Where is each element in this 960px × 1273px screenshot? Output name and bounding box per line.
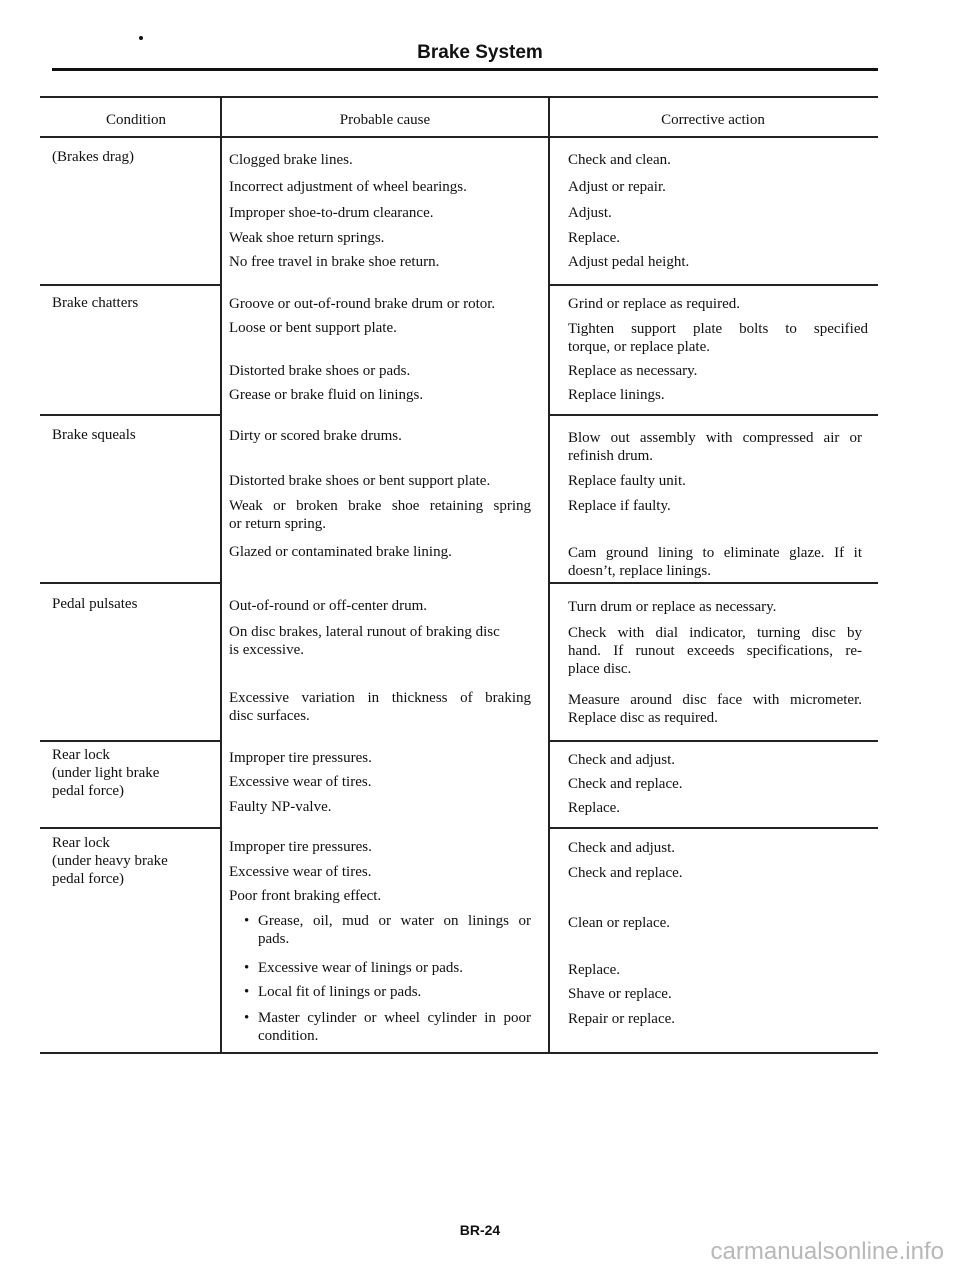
action-cell: Check and adjust. bbox=[568, 840, 676, 856]
header-rule bbox=[52, 68, 878, 71]
action-cell: Replace. bbox=[568, 230, 621, 246]
column-divider bbox=[548, 96, 550, 1054]
action-cell: Adjust or repair. bbox=[568, 179, 666, 195]
action-cell: Replace linings. bbox=[568, 387, 665, 403]
cause-cell: Improper shoe-to-drum clearance. bbox=[229, 205, 434, 221]
group-rule-condition bbox=[40, 827, 220, 829]
cause-cell: Incorrect adjustment of wheel bearings. bbox=[229, 179, 467, 195]
cause-cell: On disc brakes, lateral runout of braking disc is excessive. bbox=[229, 624, 500, 658]
action-cell: Repair or replace. bbox=[568, 1011, 676, 1027]
action-cell: Tighten support plate bolts to specified torque, or replace plate. bbox=[568, 321, 868, 355]
cause-bullet-item: • Grease, oil, mud or water on linings or pads. bbox=[258, 912, 531, 948]
action-cell: Replace faulty unit. bbox=[568, 473, 686, 489]
action-cell: Replace. bbox=[568, 800, 621, 816]
action-cell: Clean or replace. bbox=[568, 915, 671, 931]
action-cell: Check and clean. bbox=[568, 152, 671, 168]
cause-cell: Excessive wear of tires. bbox=[229, 864, 372, 880]
cause-cell: Weak shoe return springs. bbox=[229, 230, 385, 246]
cause-cell: Distorted brake shoes or pads. bbox=[229, 363, 411, 379]
cause-cell: Excessive wear of tires. bbox=[229, 774, 372, 790]
group-rule-action bbox=[550, 740, 878, 742]
cause-cell: Faulty NP-valve. bbox=[229, 799, 332, 815]
table-bottom-rule bbox=[40, 1052, 878, 1054]
action-cell: Replace as necessary. bbox=[568, 363, 698, 379]
table-top-rule bbox=[40, 96, 878, 98]
cause-cell: Excessive variation in thickness of braking disc surfaces. bbox=[229, 690, 531, 724]
cause-cell: Dirty or scored brake drums. bbox=[229, 428, 402, 444]
cause-cell: Out-of-round or off-center drum. bbox=[229, 598, 427, 614]
cause-cell: Improper tire pressures. bbox=[229, 750, 372, 766]
column-header-condition: Condition bbox=[105, 112, 166, 128]
action-cell: Check and replace. bbox=[568, 865, 683, 881]
action-cell: Turn drum or replace as necessary. bbox=[568, 599, 777, 615]
column-divider bbox=[220, 96, 222, 1054]
cause-cell: Poor front braking effect. bbox=[229, 888, 382, 904]
condition-cell: Rear lock (under heavy brake pedal force) bbox=[52, 835, 168, 887]
cause-bullet-item: • Master cylinder or wheel cylinder in poor condition. bbox=[258, 1009, 531, 1045]
group-rule-action bbox=[550, 827, 878, 829]
action-cell: Replace. bbox=[568, 962, 621, 978]
cause-cell: No free travel in brake shoe return. bbox=[229, 254, 440, 270]
cause-cell: Loose or bent support plate. bbox=[229, 320, 397, 336]
page-title: Brake System bbox=[417, 42, 543, 63]
group-rule-action bbox=[550, 284, 878, 286]
condition-cell: Brake squeals bbox=[52, 427, 136, 443]
condition-cell: (Brakes drag) bbox=[52, 149, 135, 165]
group-rule-action bbox=[550, 582, 878, 584]
cause-bullet-item: • Local fit of linings or pads. bbox=[258, 983, 421, 1001]
group-rule-condition bbox=[40, 284, 220, 286]
group-rule-condition bbox=[40, 414, 220, 416]
action-cell: Check with dial indicator, turning disc by hand. If runout exceeds specifications, re- place disc. bbox=[568, 625, 862, 677]
group-rule-condition bbox=[40, 582, 220, 584]
column-header-action: Corrective action bbox=[661, 112, 765, 128]
cause-cell: Improper tire pressures. bbox=[229, 839, 372, 855]
print-speck bbox=[139, 36, 143, 40]
condition-cell: Rear lock (under light brake pedal force) bbox=[52, 747, 160, 799]
condition-cell: Brake chatters bbox=[52, 295, 139, 311]
column-header-cause: Probable cause bbox=[339, 112, 431, 128]
cause-cell: Groove or out-of-round brake drum or rotor. bbox=[229, 296, 496, 312]
action-cell: Blow out assembly with compressed air or refinish drum. bbox=[568, 430, 862, 464]
condition-cell: Pedal pulsates bbox=[52, 596, 138, 612]
action-cell: Grind or replace as required. bbox=[568, 296, 741, 312]
cause-cell: Clogged brake lines. bbox=[229, 152, 353, 168]
cause-bullet-item: • Excessive wear of linings or pads. bbox=[258, 959, 463, 977]
cause-cell: Distorted brake shoes or bent support plate. bbox=[229, 473, 491, 489]
cause-cell: Glazed or contaminated brake lining. bbox=[229, 544, 452, 560]
action-cell: Replace if faulty. bbox=[568, 498, 671, 514]
table-header-rule bbox=[40, 136, 878, 138]
action-cell: Cam ground lining to eliminate glaze. If it doesn’t, replace linings. bbox=[568, 545, 862, 579]
action-cell: Check and adjust. bbox=[568, 752, 676, 768]
page-number: BR-24 bbox=[459, 1222, 501, 1238]
cause-cell: Weak or broken brake shoe retaining spring or return spring. bbox=[229, 498, 531, 532]
group-rule-condition bbox=[40, 740, 220, 742]
cause-cell: Grease or brake fluid on linings. bbox=[229, 387, 424, 403]
action-cell: Measure around disc face with micrometer. Replace disc as required. bbox=[568, 692, 862, 726]
action-cell: Adjust. bbox=[568, 205, 612, 221]
action-cell: Adjust pedal height. bbox=[568, 254, 690, 270]
watermark: carmanualsonline.info bbox=[710, 1238, 944, 1265]
action-cell: Check and replace. bbox=[568, 776, 683, 792]
group-rule-action bbox=[550, 414, 878, 416]
action-cell: Shave or replace. bbox=[568, 986, 672, 1002]
